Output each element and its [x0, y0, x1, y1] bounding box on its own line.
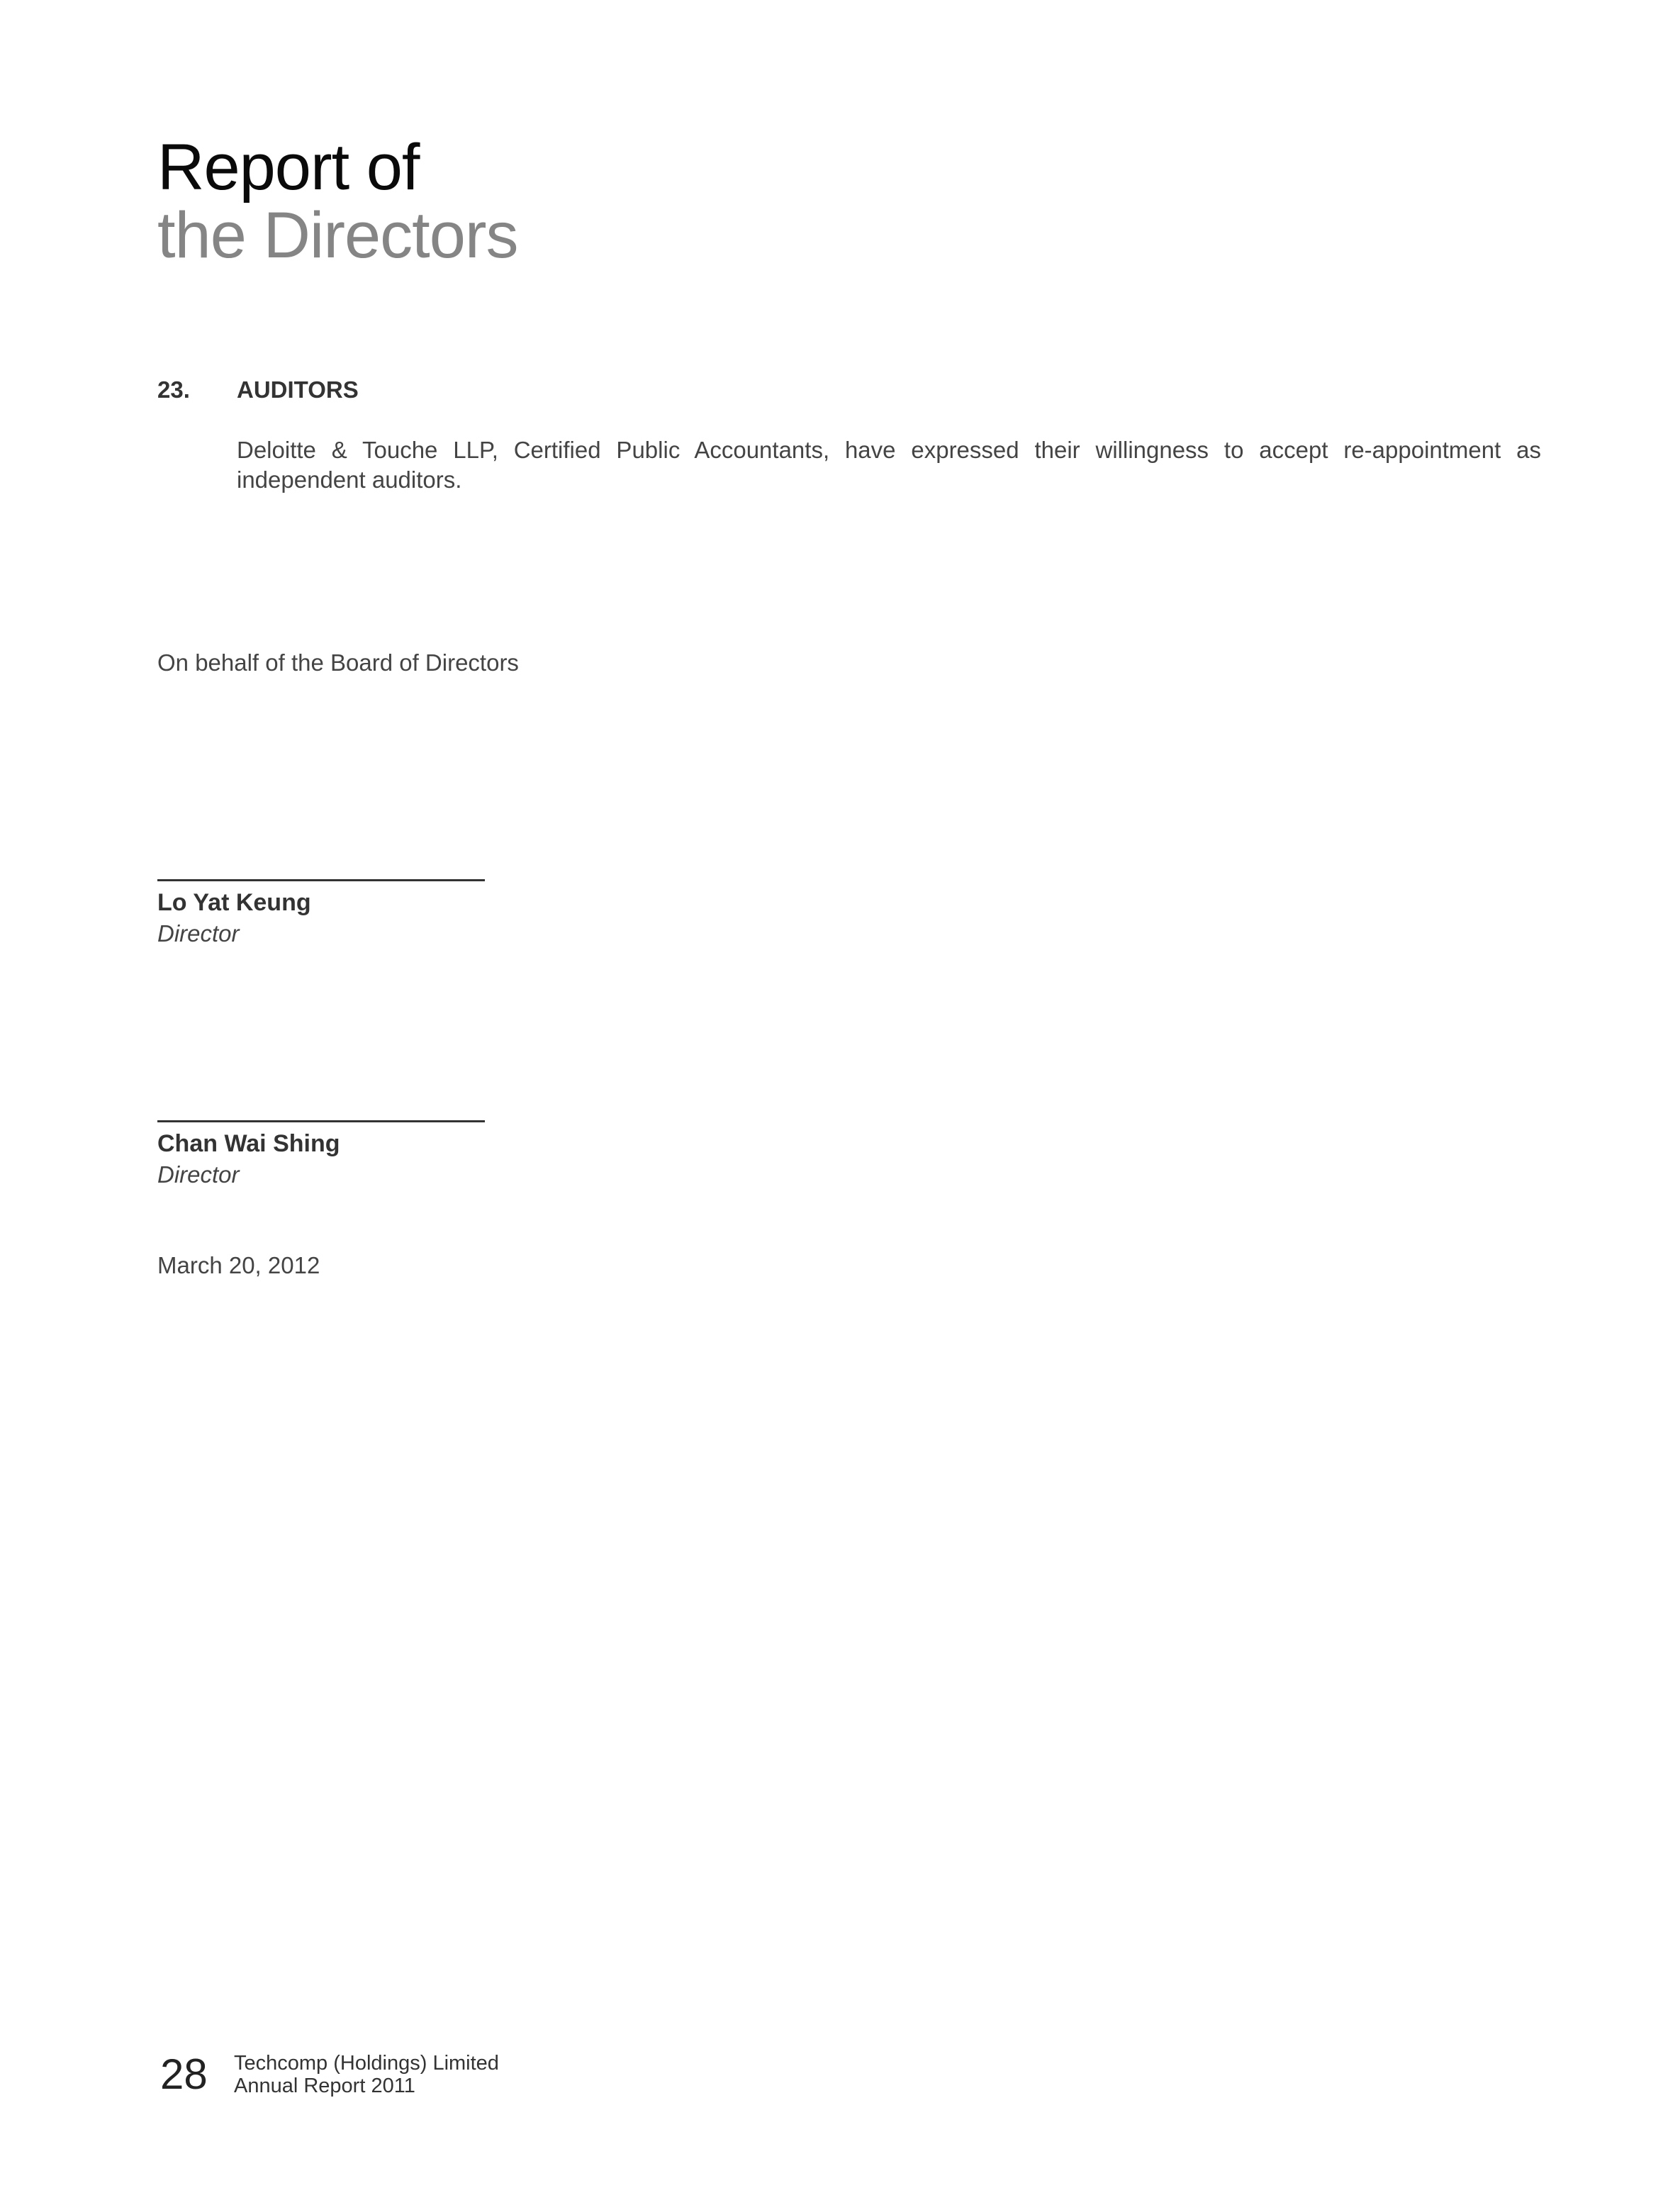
signatory-title: Director: [157, 1161, 240, 1188]
signatory-name: Lo Yat Keung: [157, 889, 311, 916]
signatory-name: Chan Wai Shing: [157, 1130, 340, 1157]
section-heading: AUDITORS: [237, 376, 359, 403]
section-body-text: Deloitte & Touche LLP, Certified Public Accountants, have expressed their willingness to accept re-appointment as independent auditors.: [237, 437, 1541, 493]
report-date: March 20, 2012: [157, 1252, 320, 1278]
signatory-title: Director: [157, 920, 240, 947]
page-number: 28: [160, 2050, 208, 2098]
page-title-line-2: the Directors: [157, 199, 518, 272]
section-number: 23.: [157, 376, 190, 403]
signature-line: [157, 1120, 485, 1122]
footer-report-name: Annual Report 2011: [234, 2075, 415, 2097]
footer-company-name: Techcomp (Holdings) Limited: [234, 2052, 499, 2075]
page-title-line-1: Report of: [157, 131, 420, 203]
on-behalf-text: On behalf of the Board of Directors: [157, 649, 519, 676]
signature-line: [157, 879, 485, 881]
